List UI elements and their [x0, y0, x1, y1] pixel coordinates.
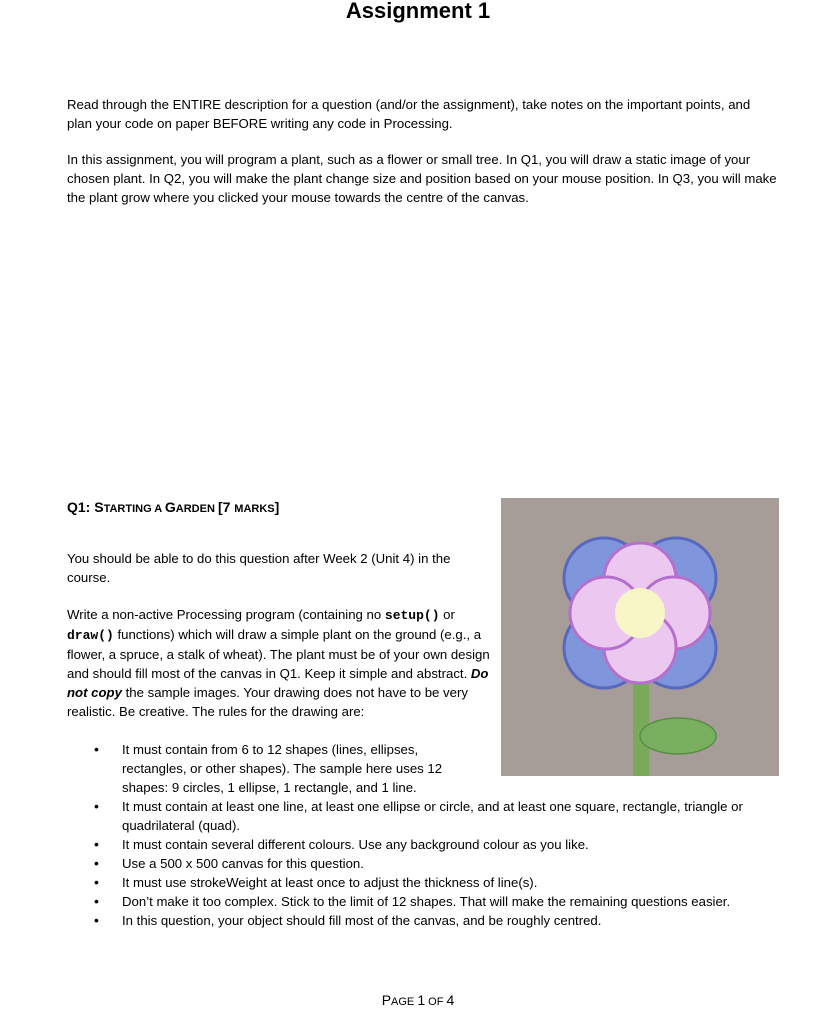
q1-paragraph-1: You should be able to do this question after Week 2 (Unit 4) in the course. [67, 551, 451, 586]
q1-heading: Q1: STARTING A GARDEN [7 MARKS] [67, 499, 280, 515]
page-footer: PAGE 1 OF 4 [381, 992, 455, 1008]
rule-item: • Don’t make it too complex. Stick to the limit of 12 shapes. That will make the remaining questions easier. [67, 892, 787, 911]
rule-item: • In this question, your object should fill most of the canvas, and be roughly centred. [67, 911, 787, 930]
intro-paragraph-2: In this assignment, you will program a plant, such as a flower or small tree. In Q1, you will draw a static image of your chosen plant. In Q2, you will make the plant change size and position based on your mouse position. In Q3, you will make the plant grow where you clicked your mouse towards the centre of the canvas. [67, 152, 777, 206]
sample-flower-image [501, 498, 779, 776]
rule-item: • It must contain several different colours. Use any background colour as you like. [67, 835, 787, 854]
rule-item: • It must use strokeWeight at least once to adjust the thickness of line(s). [67, 873, 787, 892]
rule-item: • It must contain from 6 to 12 shapes (lines, ellipses, rectangles, or other shapes). The sample here uses 12 shapes: 9 circles, 1 ellipse, 1 rectangle, and 1 line. [67, 740, 467, 797]
do-not-copy-emphasis: Do not copy [67, 666, 489, 701]
code-draw: draw() [67, 628, 114, 644]
rule-item: • Use a 500 x 500 canvas for this question. [67, 854, 787, 873]
page-title: Assignment 1 [345, 0, 491, 23]
rule-item: • It must contain at least one line, at least one ellipse or circle, and at least one square, rectangle, triangle or quadrilateral (quad). [67, 797, 787, 835]
flower-center [615, 588, 665, 638]
intro-paragraph-1: Read through the ENTIRE description for a question (and/or the assignment), take notes on the important points, and plan your code on paper BEFORE writing any code in Processing. [67, 97, 751, 132]
code-setup: setup() [384, 608, 440, 624]
q1-paragraph-2: Write a non-active Processing program (containing no setup() or draw() functions) which will draw a simple plant on the ground (e.g., a flower, a spruce, a stalk of wheat). The plant must be of your own design and should fill most of the canvas in Q1. Keep it simple and abstract. Do not copy the sample images. Your drawing does not have to be very realistic. Be creative. The rules for the drawing are: [67, 607, 490, 720]
rules-list [67, 740, 787, 930]
